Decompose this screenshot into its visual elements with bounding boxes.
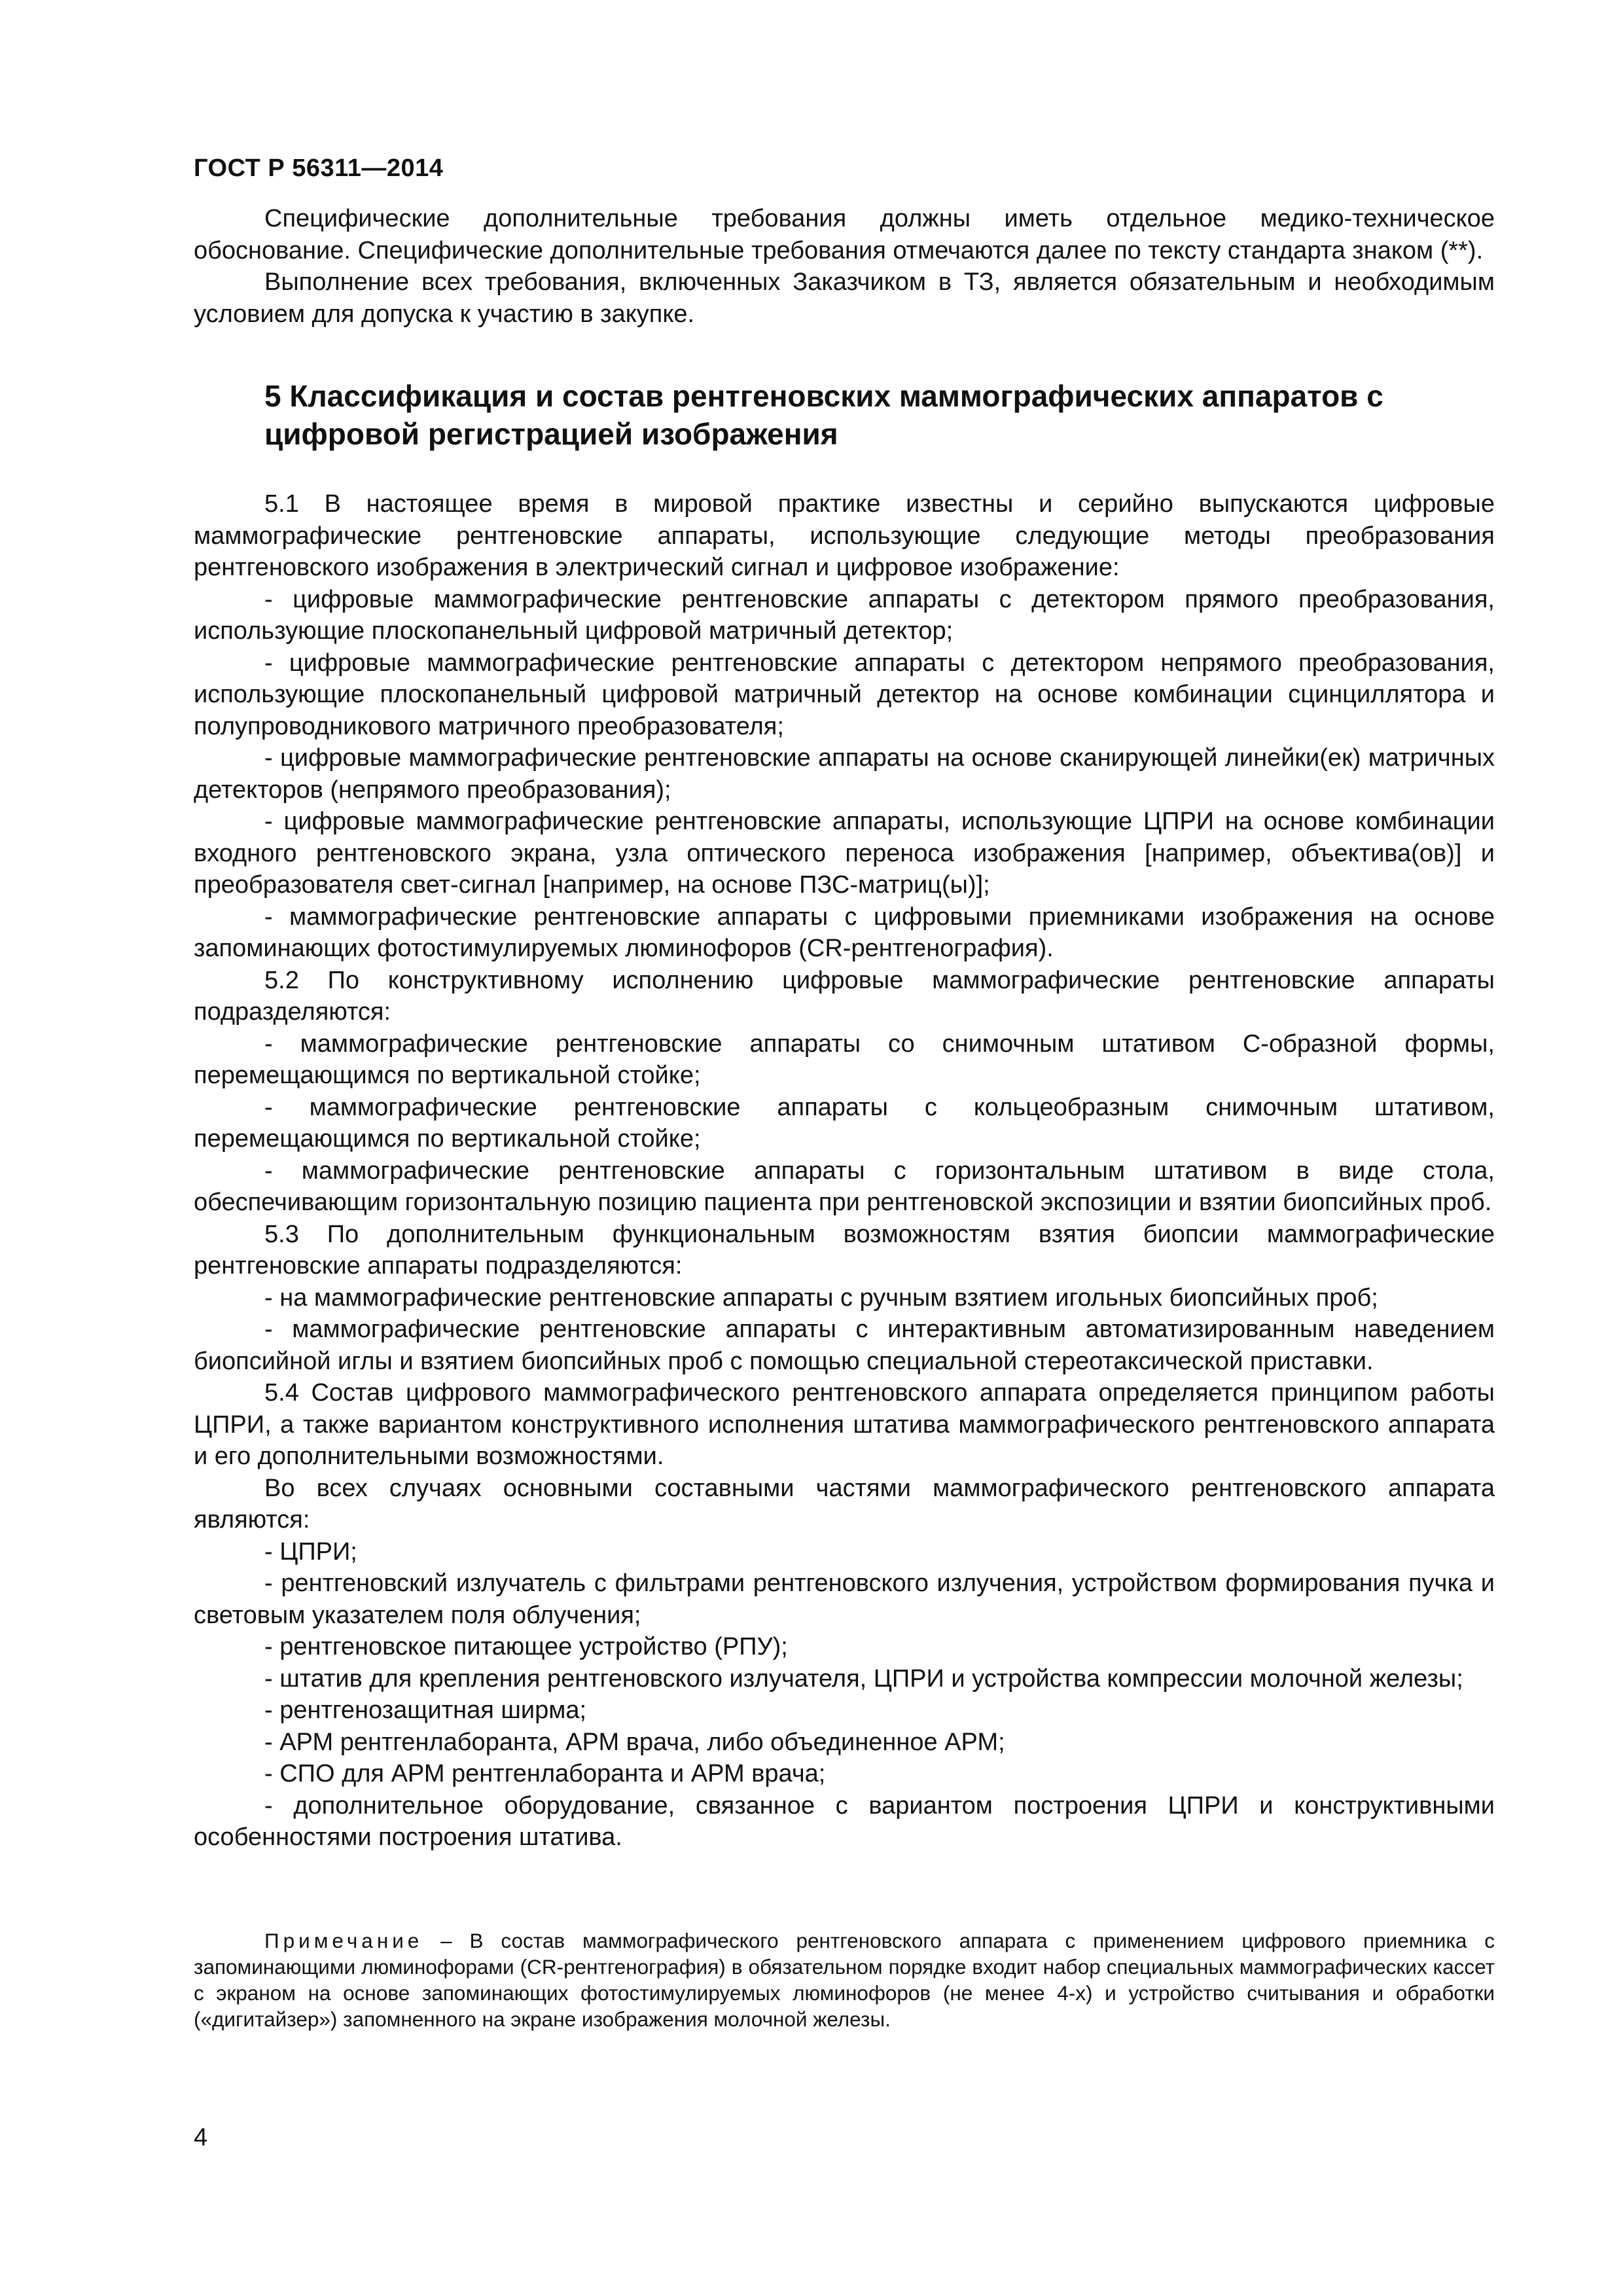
section-title: 5 Классификация и состав рентгеновских маммографических аппаратов с цифровой регистрацией изображения — [264, 379, 1383, 451]
paragraph: 5.1 В настоящее время в мировой практике известны и серийно выпускаются цифровые маммографические рентгеновские аппараты, использующие следующие методы преобразования рентгеновского изображения в электрический сигнал и цифровое изображение: — [194, 490, 1495, 581]
paragraph: 5.3 По дополнительным функциональным возможностям взятия биопсии маммографические рентгеновские аппараты подразделяются: — [194, 1220, 1495, 1280]
page-number: 4 — [194, 2124, 208, 2151]
note-text: – В состав маммографического рентгеновского аппарата с применением цифрового приемника с запоминающими люминофорами (CR-рентгенография) в обязательном порядке входит набор специальных маммографических кассет с экраном на основе запоминающих фотостимулируемых люминофоров (не менее 4-х) и устройство считывания и обработки («дигитайзер») запомненного на экране изображения молочной железы. — [194, 1929, 1495, 2031]
list-item: - маммографические рентгеновские аппараты с интерактивным автоматизированным наведением биопсийной иглы и взятием биопсийных проб с помощью специальной стереотаксической приставки. — [194, 1316, 1495, 1375]
list-item: - цифровые маммографические рентгеновские аппараты с детектором прямого преобразования, использующие плоскопанельный цифровой матричный детектор; — [194, 585, 1495, 645]
note-label: Примечание — [264, 1929, 423, 1952]
paragraph: 5.4 Состав цифрового маммографического рентгеновского аппарата определяется принципом работы ЦПРИ, а также вариантом конструктивного исполнения штатива маммографического рентгеновского аппарата и его дополнительными возможностями. — [194, 1379, 1495, 1470]
paragraph: Во всех случаях основными составными частями маммографического рентгеновского аппарата являются: — [194, 1474, 1495, 1534]
paragraph: Специфические дополнительные требования должны иметь отдельное медико-техническое обоснование. Специфические дополнительные требования отмечаются далее по тексту стандарта знаком (**). — [194, 205, 1495, 264]
list-item: - рентгеновский излучатель с фильтрами рентгеновского излучения, устройством формирования пучка и световым указателем поля облучения; — [194, 1570, 1495, 1629]
list-item: - ЦПРИ; — [264, 1537, 357, 1566]
list-item: - маммографические рентгеновские аппараты с кольцеобразным снимочным штативом, перемещающимся по вертикальной стойке; — [194, 1093, 1495, 1153]
list-item: - рентгенозащитная ширма; — [264, 1696, 587, 1724]
list-item: - СПО для АРМ рентгенлаборанта и АРМ врача; — [264, 1760, 826, 1787]
list-item: - на маммографические рентгеновские аппараты с ручным взятием игольных биопсийных проб; — [264, 1283, 1378, 1312]
list-item: - цифровые маммографические рентгеновские аппараты, использующие ЦПРИ на основе комбинации входного рентгеновского экрана, узла оптического переноса изображения [например, объектива(ов)] и преобразователя свет-сигнал [например, на основе ПЗС-матриц(ы)]; — [194, 808, 1495, 899]
document-body — [194, 203, 1495, 1854]
list-item: - цифровые маммографические рентгеновские аппараты на основе сканирующей линейки(ек) матричных детекторов (непрямого преобразования); — [194, 744, 1495, 804]
list-item: - цифровые маммографические рентгеновские аппараты с детектором непрямого преобразования, использующие плоскопанельный цифровой матричный детектор на основе комбинации сцинциллятора и полупроводникового матричного преобразователя; — [194, 649, 1495, 740]
note-paragraph — [194, 1928, 1495, 2032]
paragraph: Выполнение всех требования, включенных Заказчиком в ТЗ, является обязательным и необходимым условием для допуска к участию в закупке. — [194, 268, 1495, 328]
list-item: - штатив для крепления рентгеновского излучателя, ЦПРИ и устройства компрессии молочной железы; — [264, 1664, 1463, 1693]
document-header: ГОСТ Р 56311—2014 — [194, 154, 444, 182]
note-block — [194, 1928, 1495, 2032]
list-item: - рентгеновское питающее устройство (РПУ); — [264, 1633, 788, 1660]
list-item: - дополнительное оборудование, связанное с вариантом построения ЦПРИ и конструктивными особенностями построения штатива. — [194, 1791, 1495, 1851]
paragraph: 5.2 По конструктивному исполнению цифровые маммографические рентгеновские аппараты подразделяются: — [194, 966, 1495, 1026]
list-item: - маммографические рентгеновские аппараты со снимочным штативом С-образной формы, перемещающимся по вертикальной стойке; — [194, 1030, 1495, 1089]
list-item: - маммографические рентгеновские аппараты с цифровыми приемниками изображения на основе запоминающих фотостимулируемых люминофоров (CR-рентгенография). — [194, 903, 1495, 962]
list-item: - АРМ рентгенлаборанта, АРМ врача, либо объединенное АРМ; — [264, 1728, 1005, 1756]
list-item: - маммографические рентгеновские аппараты с горизонтальным штативом в виде стола, обеспечивающим горизонтальную позицию пациента при рентгеновской экспозиции и взятии биопсийных проб. — [194, 1157, 1495, 1216]
